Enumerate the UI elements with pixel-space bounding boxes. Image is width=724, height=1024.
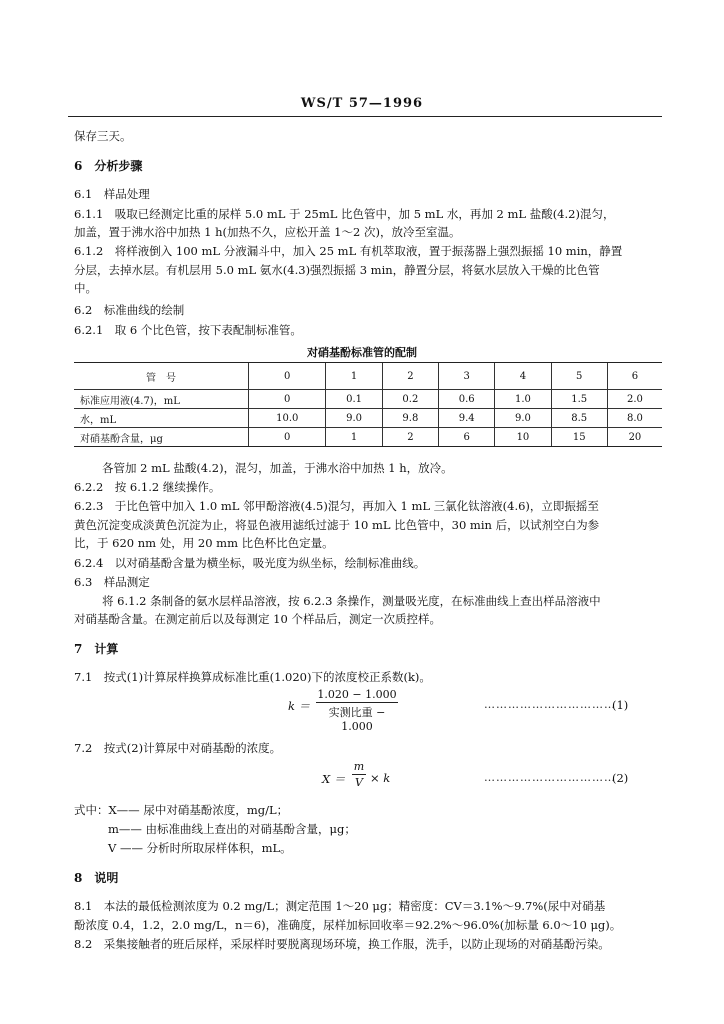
table-cell: 1.0 (495, 390, 551, 409)
table-cell: 15 (551, 428, 607, 447)
text-line: 7.1 按式(1)计算尿样换算成标准比重(1.020)下的浓度校正系数(k)。 (74, 670, 431, 684)
table-cell: 6 (439, 428, 495, 447)
table-cell: 1 (326, 363, 382, 390)
table-cell: 9.8 (382, 409, 438, 428)
text-line: 分层，去掉水层。有机层用 5.0 mL 氨水(4.3)强烈振摇 3 min，静置分层，将氨水层放入干燥的比色管 (74, 263, 600, 277)
table-cell: 0.6 (439, 390, 495, 409)
table-cell: 2 (382, 428, 438, 447)
table-cell: 9.0 (326, 409, 382, 428)
standard-tube-table (74, 362, 662, 447)
table-cell: 5 (551, 363, 607, 390)
standard-code-header: WS/T 57—1996 (300, 96, 424, 111)
table-cell: 0.2 (382, 390, 438, 409)
where-line: m—— 由标准曲线上查出的对硝基酚含量，μg； (108, 822, 356, 836)
header-rule (68, 116, 662, 117)
text-line: 中。 (74, 281, 97, 295)
fraction-bar (352, 774, 366, 775)
table-cell: 6 (607, 363, 662, 390)
formula-2-number: (2) (612, 771, 629, 785)
text-line: 黄色沉淀变成淡黄色沉淀为止，将显色液用滤纸过滤于 10 mL 比色管中，30 min 后，以试剂空白为参 (74, 518, 600, 532)
formula-1-denominator: 实测比重 − 1.000 (328, 706, 386, 733)
table-cell: 9.0 (495, 409, 551, 428)
text-line: 6.2.4 以对硝基酚含量为横坐标，吸光度为纵坐标，绘制标准曲线。 (74, 556, 426, 570)
subsection-heading-6-3: 6.3 样品测定 (74, 575, 150, 589)
table-cell: 0 (249, 390, 326, 409)
table-cell: 2.0 (607, 390, 662, 409)
table-cell: 0 (249, 428, 326, 447)
text-line: 6.2.3 于比色管中加入 1.0 mL 邻甲酚溶液(4.5)混匀，再加入 1 mL 三氯化钛溶液(4.6)，立即振摇至 (74, 499, 599, 513)
table-row (74, 390, 662, 409)
formula-2-lhs: X ＝ (322, 772, 346, 786)
where-line: 式中：X—— 尿中对硝基酚浓度，mg/L； (74, 803, 289, 817)
table-cell: 1.5 (551, 390, 607, 409)
table-cell: 0 (249, 363, 326, 390)
text-line: 8.2 采集接触者的班后尿样，采尿样时要脱离现场环境，换工作服，洗手，以防止现场的对硝基酚污染。 (74, 937, 610, 951)
table-cell: 0.1 (326, 390, 382, 409)
text-line: 对硝基酚含量。在测定前后以及每测定 10 个样品后，测定一次质控样。 (74, 612, 441, 626)
section-heading-7: 7 计算 (74, 642, 119, 656)
text-line: 6.1.1 吸取已经测定比重的尿样 5.0 mL 于 25mL 比色管中，加 5 mL 水，再加 2 mL 盐酸(4.2)混匀， (74, 207, 615, 221)
table-row-label: 标准应用液(4.7)，mL (74, 390, 249, 409)
table-row (74, 409, 662, 428)
table-cell: 10 (495, 428, 551, 447)
fraction-bar (316, 702, 398, 703)
table-cell: 8.5 (551, 409, 607, 428)
formula-2-denominator: V (355, 776, 363, 789)
text-line: 6.2.2 按 6.1.2 继续操作。 (74, 480, 221, 494)
table-cell: 9.4 (439, 409, 495, 428)
table-row-label: 水，mL (74, 409, 249, 428)
table-header-label: 管 号 (74, 363, 249, 390)
formula-2-tail: × k (370, 771, 391, 785)
formula-2-numerator: m (353, 760, 365, 773)
table-cell: 10.0 (249, 409, 326, 428)
text-line: 加盖，置于沸水浴中加热 1 h(加热不久，应松开盖 1～2 次)，放冷至室温。 (74, 225, 461, 239)
text-line: 比，于 620 nm 处，用 20 mm 比色杯比色定量。 (74, 536, 334, 550)
text-line: 6.2.1 取 6 个比色管，按下表配制标准管。 (74, 323, 302, 337)
formula-1-lhs: k ＝ (288, 699, 311, 713)
text-line: 7.2 按式(2)计算尿中对硝基酚的浓度。 (74, 741, 282, 755)
text-line: 8.1 本法的最低检测浓度为 0.2 mg/L；测定范围 1～20 μg；精密度：CV＝3.1%～9.7%(尿中对硝基 (74, 899, 606, 913)
table-header-row (74, 363, 662, 390)
table-caption: 对硝基酚标准管的配制 (307, 346, 417, 359)
formula-1-fraction (316, 688, 398, 733)
text-line: 酚浓度 0.4，1.2，2.0 mg/L，n＝6)，准确度，尿样加标回收率＝92.2%～96.0%(加标量 6.0～10 μg)。 (74, 918, 622, 932)
where-line: V —— 分析时所取尿样体积，mL。 (108, 841, 292, 855)
formula-1-numerator: 1.020 − 1.000 (317, 688, 397, 701)
table-cell: 8.0 (607, 409, 662, 428)
formula-1-number: (1) (612, 698, 629, 712)
text-line: 保存三天。 (74, 129, 132, 143)
table-cell: 2 (382, 363, 438, 390)
table-row-label: 对硝基酚含量，μg (74, 428, 249, 447)
table-cell: 1 (326, 428, 382, 447)
text-line: 6.1.2 将样液倒入 100 mL 分液漏斗中，加入 25 mL 有机萃取液，置于振荡器上强烈振摇 10 min，静置 (74, 244, 623, 258)
formula-2-fraction (352, 760, 366, 789)
text-line: 各管加 2 mL 盐酸(4.2)，混匀，加盖，于沸水浴中加热 1 h，放冷。 (102, 461, 453, 475)
section-heading-6: 6 分析步骤 (74, 159, 143, 173)
formula-2-leader: …………………………… (484, 771, 616, 784)
table-cell: 3 (439, 363, 495, 390)
table-row (74, 428, 662, 447)
table-cell: 4 (495, 363, 551, 390)
formula-1-leader: …………………………… (484, 698, 616, 711)
subsection-heading-6-1: 6.1 样品处理 (74, 187, 150, 201)
subsection-heading-6-2: 6.2 标准曲线的绘制 (74, 303, 185, 317)
table-cell: 20 (607, 428, 662, 447)
text-line: 将 6.1.2 条制备的氨水层样品溶液，按 6.2.3 条操作，测量吸光度，在标准曲线上查出样品溶液中 (102, 594, 601, 608)
section-heading-8: 8 说明 (74, 871, 119, 885)
